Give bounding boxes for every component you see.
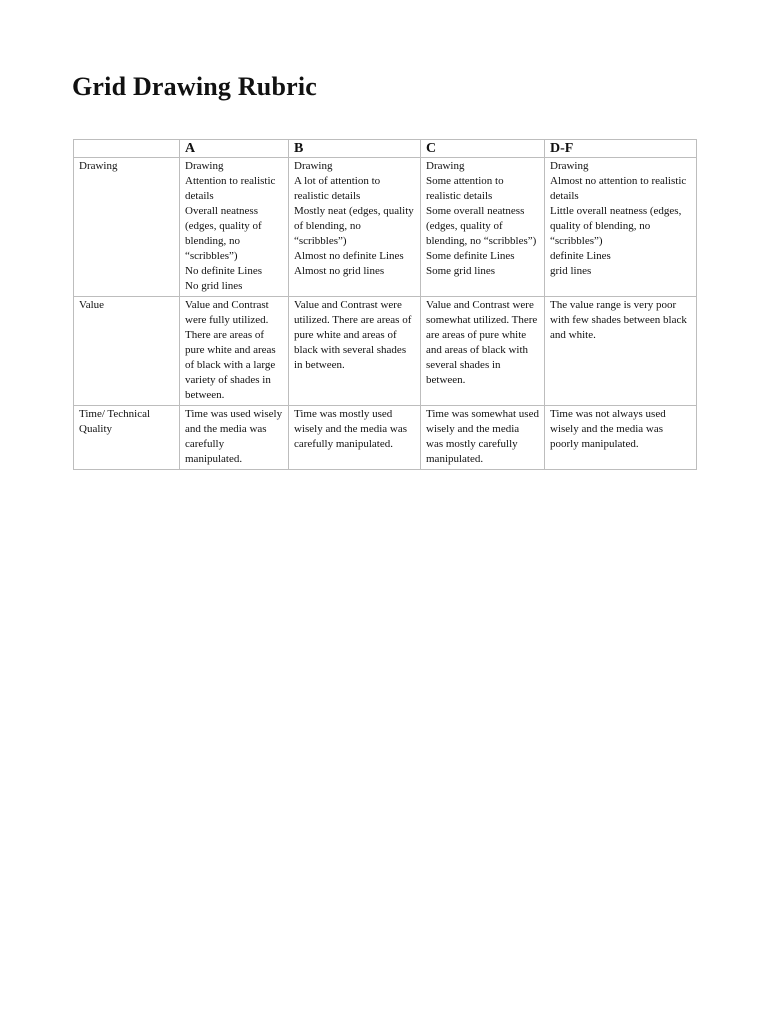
row-label-drawing: Drawing [74,158,180,297]
table-row-time-technical-quality [74,406,697,470]
cell-value-b: Value and Contrast were utilized. There are areas of pure white and areas of black with several shades in between. [289,297,421,406]
cell-drawing-c [421,158,545,297]
cell-line: Drawing [550,160,589,172]
cell-value-d-f: The value range is very poor with few shades between black and white. [545,297,697,406]
header-cell-a: A [180,140,289,158]
cell-line: Attention to realistic details [185,175,276,202]
header-cell-c: C [421,140,545,158]
cell-drawing-a [180,158,289,297]
cell-line: Drawing [185,160,224,172]
cell-value-c: Value and Contrast were somewhat utilized. There are areas of pure white and areas of black with several shades in between. [421,297,545,406]
table-row-value [74,297,697,406]
header-row [74,140,697,158]
cell-line: No grid lines [185,280,243,292]
row-label-time-technical-quality: Time/ Technical Quality [74,406,180,470]
cell-value-a: Value and Contrast were fully utilized. There are areas of pure white and areas of black with a large variety of shades in between. [180,297,289,406]
cell-line: definite Lines [550,250,611,262]
cell-line: Little overall neatness (edges, quality of blending, no “scribbles”) [550,205,682,247]
table-row-drawing [74,158,697,297]
cell-time-a: Time was used wisely and the media was carefully manipulated. [180,406,289,470]
cell-drawing-d-f [545,158,697,297]
cell-line: Almost no definite Lines [294,250,404,262]
cell-line: Almost no attention to realistic details [550,175,687,202]
cell-line: Some attention to realistic details [426,175,504,202]
cell-line: Some overall neatness (edges, quality of blending, no “scribbles”) [426,205,537,247]
rubric-table [73,139,697,470]
header-cell-empty [74,140,180,158]
row-label-value: Value [74,297,180,406]
cell-time-b: Time was mostly used wisely and the media was carefully manipulated. [289,406,421,470]
cell-time-c: Time was somewhat used wisely and the media was mostly carefully manipulated. [421,406,545,470]
cell-drawing-b [289,158,421,297]
cell-line: Overall neatness (edges, quality of blending, no “scribbles”) [185,205,262,262]
cell-line: No definite Lines [185,265,262,277]
cell-line: Some grid lines [426,265,496,277]
page-title: Grid Drawing Rubric [72,72,318,101]
cell-line: Almost no grid lines [294,265,385,277]
header-cell-b: B [289,140,421,158]
cell-line: A lot of attention to realistic details [294,175,381,202]
cell-line: Drawing [426,160,465,172]
cell-time-d-f: Time was not always used wisely and the media was poorly manipulated. [545,406,697,470]
cell-line: grid lines [550,265,592,277]
cell-line: Some definite Lines [426,250,515,262]
header-cell-d-f: D-F [545,140,697,158]
cell-line: Drawing [294,160,333,172]
cell-line: Mostly neat (edges, quality of blending, no “scribbles”) [294,205,414,247]
